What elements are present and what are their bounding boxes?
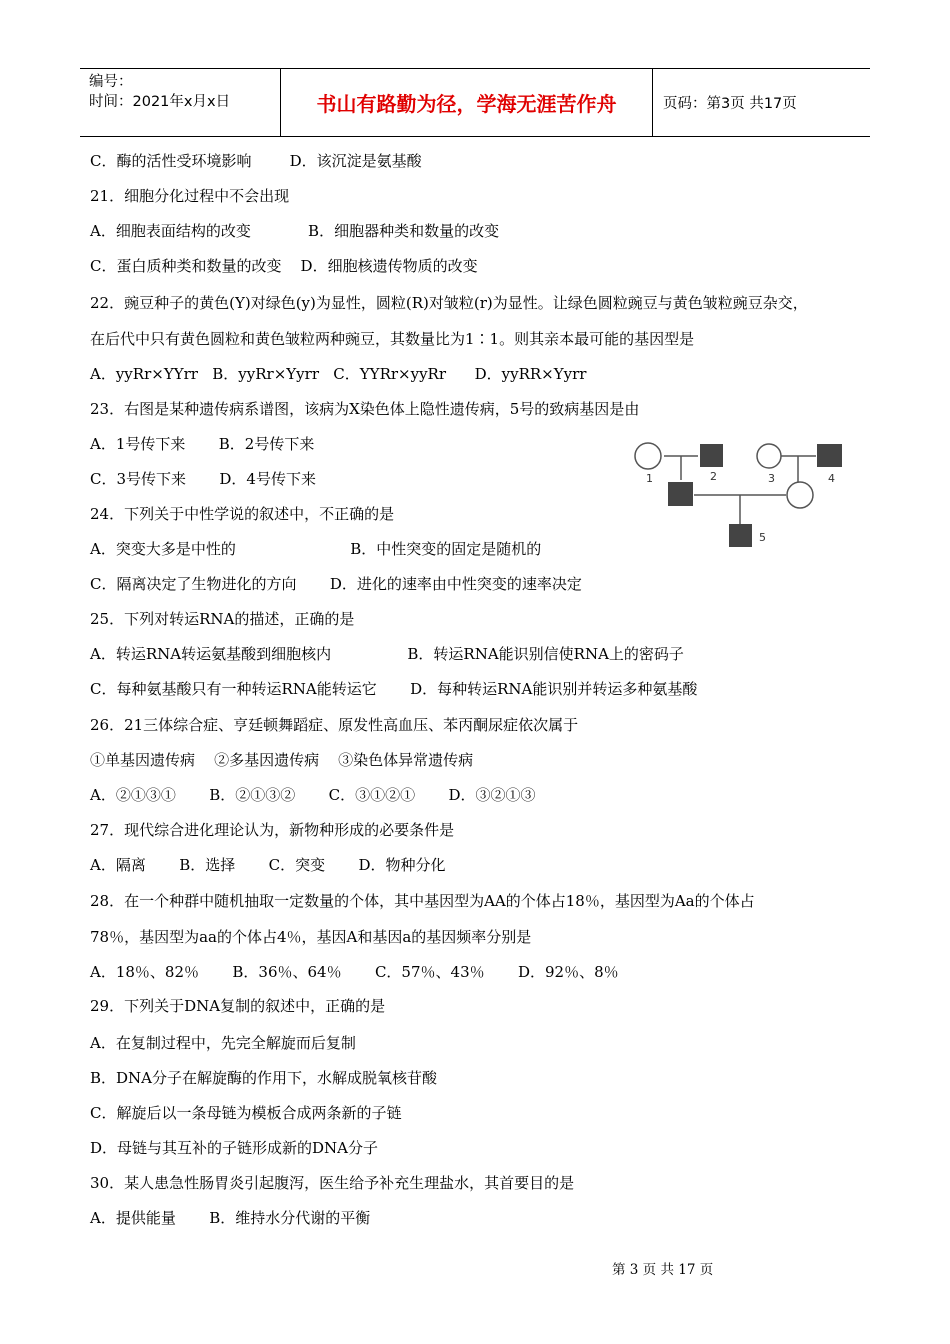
pedigree-label-5: 5 — [759, 531, 766, 544]
pedigree-label-1: 1 — [646, 472, 653, 485]
page-footer: 第 3 页 共 17 页 — [612, 1262, 714, 1278]
header-meta — [80, 69, 281, 136]
individual-daughter-female-icon — [787, 482, 813, 508]
text-line: C．每种氨基酸只有一种转运RNA能转运它 D．每种转运RNA能识别并转运多种氨基酸 — [90, 680, 698, 698]
pedigree-label-3: 3 — [768, 472, 775, 485]
text-line: 26．21三体综合症、亨廷顿舞蹈症、原发性高血压、苯丙酮尿症依次属于 — [90, 716, 579, 734]
text-line: 28．在一个种群中随机抽取一定数量的个体，其中基因型为AA的个体占18％，基因型为Aa的个体占 — [90, 892, 755, 910]
individual-2-affected-male-icon — [700, 444, 723, 467]
text-line: A．在复制过程中，先完全解旋而后复制 — [90, 1034, 356, 1052]
header-motto: 书山有路勤为径，学海无涯苦作舟 — [281, 69, 653, 136]
text-line: A．转运RNA转运氨基酸到细胞核内 B．转运RNA能识别信使RNA上的密码子 — [90, 645, 684, 663]
individual-3-female-icon — [757, 444, 781, 468]
page-header — [80, 68, 870, 137]
pedigree-label-2: 2 — [710, 470, 717, 483]
individual-5-affected-male-icon — [729, 524, 752, 547]
text-line: A．yyRr×YYrr B．yyRr×Yyrr C．YYRr×yyRr D．yyRR×Yyrr — [90, 365, 587, 383]
text-line: 22．豌豆种子的黄色(Y)对绿色(y)为显性，圆粒(R)对皱粒(r)为显性。让绿色圆粒豌豆与黄色皱粒豌豆杂交， — [90, 294, 808, 312]
text-line: A．②①③① B．②①③② C．③①②① D．③②①③ — [90, 786, 536, 804]
text-line: C．蛋白质种类和数量的改变 D．细胞核遗传物质的改变 — [90, 257, 478, 275]
text-line: ①单基因遗传病 ②多基因遗传病 ③染色体异常遗传病 — [90, 751, 474, 769]
text-line: A．突变大多是中性的 B．中性突变的固定是随机的 — [90, 540, 542, 558]
text-line: A．细胞表面结构的改变 B．细胞器种类和数量的改变 — [90, 222, 500, 240]
text-line: 25．下列对转运RNA的描述，正确的是 — [90, 610, 355, 628]
text-line: 21．细胞分化过程中不会出现 — [90, 187, 290, 205]
text-line: A．18％、82％ B．36％、64％ C．57％、43％ D．92％、8％ — [90, 963, 619, 981]
pedigree-label-4: 4 — [828, 472, 835, 485]
text-line: D．母链与其互补的子链形成新的DNA分子 — [90, 1139, 379, 1157]
text-line: 在后代中只有黄色圆粒和黄色皱粒两种豌豆，其数量比为1∶1。则其亲本最可能的基因型是 — [90, 330, 695, 348]
individual-4-affected-male-icon — [817, 444, 842, 467]
text-line: C．解旋后以一条母链为模板合成两条新的子链 — [90, 1104, 402, 1122]
individual-1-female-icon — [635, 443, 661, 469]
text-line: A．提供能量 B．维持水分代谢的平衡 — [90, 1209, 371, 1227]
text-line: 23．右图是某种遗传病系谱图，该病为X染色体上隐性遗传病，5号的致病基因是由 — [90, 400, 640, 418]
header-page-label: 页码：第3页 共17页 — [663, 96, 797, 112]
pedigree-chart — [628, 434, 858, 554]
text-line: 24．下列关于中性学说的叙述中，不正确的是 — [90, 505, 395, 523]
doc-time-label: 时间：2021年x月x日 — [89, 94, 231, 110]
text-line: 30．某人患急性肠胃炎引起腹泻，医生给予补充生理盐水，其首要目的是 — [90, 1174, 575, 1192]
text-line: 29．下列关于DNA复制的叙述中，正确的是 — [90, 997, 386, 1015]
doc-number-label: 编号： — [89, 74, 133, 90]
text-line: C．隔离决定了生物进化的方向 D．进化的速率由中性突变的速率决定 — [90, 575, 582, 593]
text-line: C．3号传下来 D．4号传下来 — [90, 470, 316, 488]
text-line: 78％，基因型为aa的个体占4％，基因A和基因a的基因频率分别是 — [90, 928, 532, 946]
text-line: A．1号传下来 B．2号传下来 — [90, 435, 315, 453]
text-line: 27．现代综合进化理论认为，新物种形成的必要条件是 — [90, 821, 455, 839]
text-line: C．酶的活性受环境影响 D．该沉淀是氨基酸 — [90, 152, 422, 170]
individual-son-affected-male-icon — [668, 482, 693, 506]
text-line: A．隔离 B．选择 C．突变 D．物种分化 — [90, 856, 446, 874]
text-line: B．DNA分子在解旋酶的作用下，水解成脱氧核苷酸 — [90, 1069, 438, 1087]
